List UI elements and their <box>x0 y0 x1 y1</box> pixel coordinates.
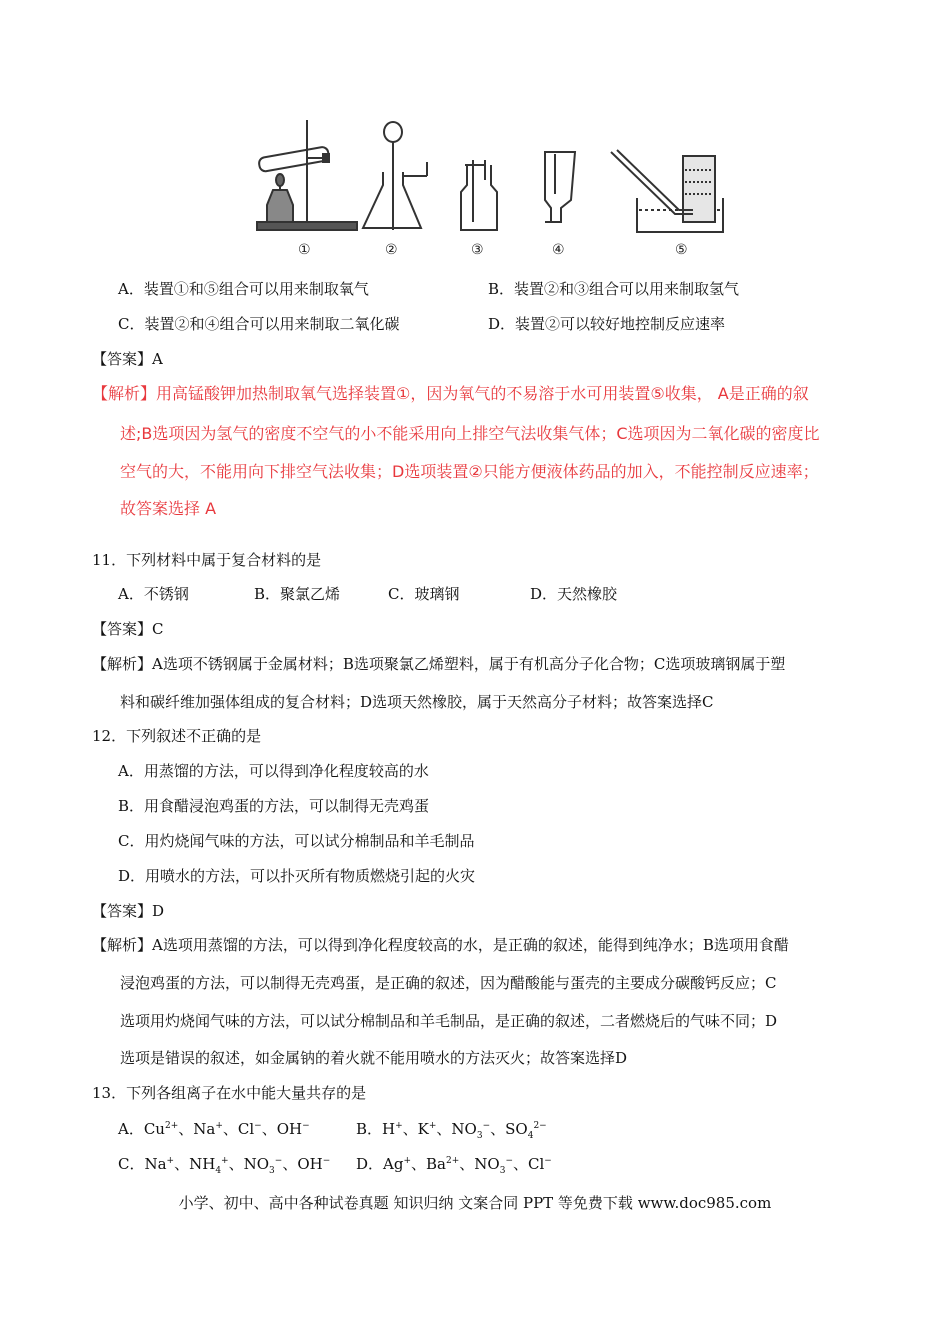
q11-stem: 11．下列材料中属于复合材料的是 <box>92 551 322 569</box>
q10-analysis-line-3: 空气的大，不能用向下排空气法收集；D选项装置②只能方便液体药品的加入，不能控制反应速率； <box>120 462 819 481</box>
q12-analysis-line-4: 选项是错误的叙述，如金属钠的着火就不能用喷水的方法灭火；故答案选择D <box>120 1049 628 1067</box>
q12-option-c: C．用灼烧闻气味的方法，可以试分棉制品和羊毛制品 <box>118 832 475 850</box>
lab-apparatus-figure <box>245 110 725 260</box>
q12-stem: 12．下列叙述不正确的是 <box>92 727 262 745</box>
q11-option-c: C．玻璃钢 <box>388 585 460 603</box>
q11-option-b: B．聚氯乙烯 <box>254 585 341 603</box>
q13-stem: 13．下列各组离子在水中能大量共存的是 <box>92 1084 367 1102</box>
q12-analysis-line-2: 浸泡鸡蛋的方法，可以制得无壳鸡蛋，是正确的叙述，因为醋酸能与蛋壳的主要成分碳酸钙反应；C <box>120 974 777 992</box>
figure-label-2: ② <box>385 242 398 258</box>
q11-answer: 【答案】C <box>92 620 164 638</box>
q11-analysis-line-2: 料和碳纤维加强体组成的复合材料；D选项天然橡胶，属于天然高分子材料；故答案选择C <box>120 693 714 711</box>
figure-label-5: ⑤ <box>675 242 688 258</box>
q10-option-a: A．装置①和⑤组合可以用来制取氧气 <box>118 280 369 298</box>
q13-option-a: A．$Cu^{2+}$、Na+、Cl−、OH− <box>118 1120 310 1138</box>
q13-option-c: C．Na+、$NH_4^+$、$NO_3^-$、OH− <box>118 1155 331 1176</box>
q11-option-d: D．天然橡胶 <box>530 585 618 603</box>
q10-answer: 【答案】A <box>92 350 163 368</box>
q12-option-b: B．用食醋浸泡鸡蛋的方法，可以制得无壳鸡蛋 <box>118 797 430 815</box>
q12-analysis-line-3: 选项用灼烧闻气味的方法，可以试分棉制品和羊毛制品，是正确的叙述，二者燃烧后的气味不同；D <box>120 1012 778 1030</box>
q11-option-a: A．不锈钢 <box>118 585 189 603</box>
apparatus-4-gas-bottle <box>545 152 575 222</box>
q12-analysis-line-1: 【解析】A选项用蒸馏的方法，可以得到净化程度较高的水，是正确的叙述，能得到纯净水；B选项用食醋 <box>92 936 789 954</box>
q12-option-a: A．用蒸馏的方法，可以得到净化程度较高的水 <box>118 762 429 780</box>
q12-answer: 【答案】D <box>92 902 165 920</box>
figure-label-3: ③ <box>471 242 484 258</box>
q10-analysis-line-2: 述;B选项因为氢气的密度不空气的小不能采用向上排空气法收集气体；C选项因为二氧化碳的密度比 <box>120 424 820 443</box>
apparatus-5-water-trough <box>611 150 723 232</box>
page-footer: 小学、初中、高中各种试卷真题 知识归纳 文案合同 PPT 等免费下载 www.doc985.com <box>178 1194 772 1212</box>
q13-option-d: D．Ag+、$Ba^{2+}$、$NO_3^-$、Cl− <box>356 1155 552 1176</box>
q13-option-b: B．H+、K+、$NO_3^-$、$SO_4^{2-}$ <box>356 1120 547 1141</box>
q10-option-d: D．装置②可以较好地控制反应速率 <box>488 315 726 333</box>
figure-label-1: ① <box>298 242 311 258</box>
q10-option-b: B．装置②和③组合可以用来制取氢气 <box>488 280 740 298</box>
apparatus-1-heating-stand <box>257 120 357 230</box>
apparatus-2-flask-funnel <box>363 122 427 230</box>
q10-analysis-line-1: 【解析】用高锰酸钾加热制取氧气选择装置①，因为氧气的不易溶于水可用装置⑤收集， A是正确的叙 <box>92 384 809 403</box>
apparatus-3-gas-bottle <box>461 160 497 230</box>
q10-analysis-line-4: 故答案选择 A <box>120 499 217 518</box>
q12-option-d: D．用喷水的方法，可以扑灭所有物质燃烧引起的火灾 <box>118 867 476 885</box>
figure-label-4: ④ <box>552 242 565 258</box>
q10-option-c: C．装置②和④组合可以用来制取二氧化碳 <box>118 315 400 333</box>
q11-analysis-line-1: 【解析】A选项不锈钢属于金属材料；B选项聚氯乙烯塑料，属于有机高分子化合物；C选项玻璃钢属于塑 <box>92 655 786 673</box>
